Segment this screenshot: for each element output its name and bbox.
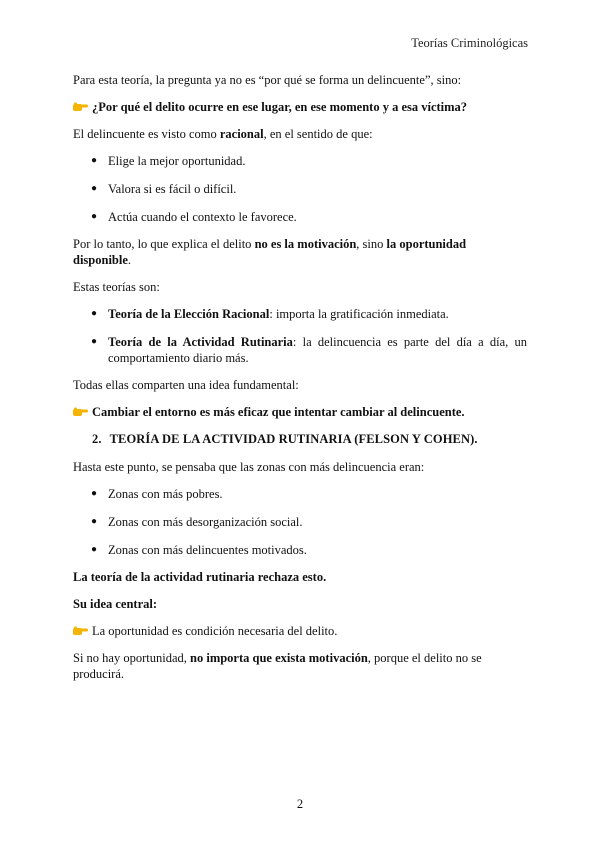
- question-text: ¿Por qué el delito ocurre en ese lugar, en ese momento y a esa víctima?: [92, 100, 468, 114]
- list-item-text: Zonas con más desorganización social.: [108, 515, 303, 529]
- final-after: , porque el delito no se producirá.: [73, 651, 482, 681]
- conclusion-after: .: [127, 253, 132, 267]
- bullet-dot-icon: ●: [91, 155, 98, 166]
- key-question: [73, 99, 527, 115]
- theories-list: [73, 306, 527, 366]
- pointing-hand-icon: [73, 406, 88, 418]
- rejects-statement: La teoría de la actividad rutinaria rechaza esto.: [73, 570, 327, 584]
- section-heading: [92, 431, 527, 447]
- list-item-text: Valora si es fácil o difícil.: [108, 182, 237, 196]
- bullet-dot-icon: ●: [91, 308, 98, 319]
- central-label: Su idea central:: [73, 597, 158, 611]
- final-before: Si no hay oportunidad,: [73, 651, 191, 665]
- section-number: 2.: [92, 432, 102, 446]
- final-statement: [73, 650, 527, 682]
- shared-idea-text: Cambiar el entorno es más eficaz que intentar cambiar al delincuente.: [92, 405, 465, 419]
- list-item: [73, 334, 527, 366]
- running-header: Teorías Criminológicas: [411, 36, 528, 50]
- bullet-dot-icon: ●: [91, 183, 98, 194]
- intro-line: Para esta teoría, la pregunta ya no es “por qué se forma un delincuente”, sino:: [73, 73, 462, 87]
- list-item: [73, 542, 527, 558]
- page-content: [73, 72, 527, 693]
- bullet-dot-icon: ●: [91, 211, 98, 222]
- rational-bold: racional: [219, 127, 264, 141]
- shared-idea: [73, 404, 527, 420]
- zones-intro: Hasta este punto, se pensaba que las zonas con más delincuencia eran:: [73, 460, 425, 474]
- list-item: [73, 486, 527, 502]
- central-idea-text: La oportunidad es condición necesaria del delito.: [92, 624, 338, 638]
- list-item: [73, 306, 527, 322]
- page-number: 2: [296, 797, 304, 811]
- bullet-dot-icon: ●: [91, 516, 98, 527]
- list-item: [73, 153, 527, 169]
- rational-intro: [73, 126, 527, 142]
- theory-name: Teoría de la Actividad Rutinaria: [108, 335, 293, 349]
- conclusion-before: Por lo tanto, lo que explica el delito: [73, 237, 255, 251]
- list-item-text: Zonas con más pobres.: [108, 487, 223, 501]
- list-item: [73, 514, 527, 530]
- final-bold: no importa que exista motivación: [190, 651, 368, 665]
- section-title: TEORÍA DE LA ACTIVIDAD RUTINARIA (FELSON Y COHEN).: [109, 432, 478, 446]
- pointing-hand-icon: [73, 625, 88, 637]
- list-item-text: Elige la mejor oportunidad.: [108, 154, 246, 168]
- bullet-dot-icon: ●: [91, 336, 98, 347]
- conclusion-middle: , sino: [356, 237, 387, 251]
- theory-name: Teoría de la Elección Racional: [108, 307, 270, 321]
- list-item-text: Zonas con más delincuentes motivados.: [108, 543, 307, 557]
- list-item: [73, 181, 527, 197]
- bullet-dot-icon: ●: [91, 488, 98, 499]
- theory-desc: : la delincuencia es parte del día a día, un comportamiento diario más.: [108, 335, 527, 365]
- list-item: [73, 209, 527, 225]
- conclusion-bold-1: no es la motivación: [254, 237, 357, 251]
- conclusion: [73, 236, 527, 268]
- rational-list: [73, 153, 527, 225]
- theory-desc: : importa la gratificación inmediata.: [269, 307, 449, 321]
- shared-intro: Todas ellas comparten una idea fundamental:: [73, 378, 299, 392]
- rational-after: , en el sentido de que:: [263, 127, 373, 141]
- central-idea: [73, 623, 527, 639]
- theories-intro: Estas teorías son:: [73, 280, 160, 294]
- conclusion-bold-2: la oportunidad disponible: [73, 237, 467, 267]
- rational-before: El delincuente es visto como: [73, 127, 220, 141]
- pointing-hand-icon: [73, 101, 88, 113]
- zones-list: [73, 486, 527, 558]
- list-item-text: Actúa cuando el contexto le favorece.: [108, 210, 297, 224]
- bullet-dot-icon: ●: [91, 544, 98, 555]
